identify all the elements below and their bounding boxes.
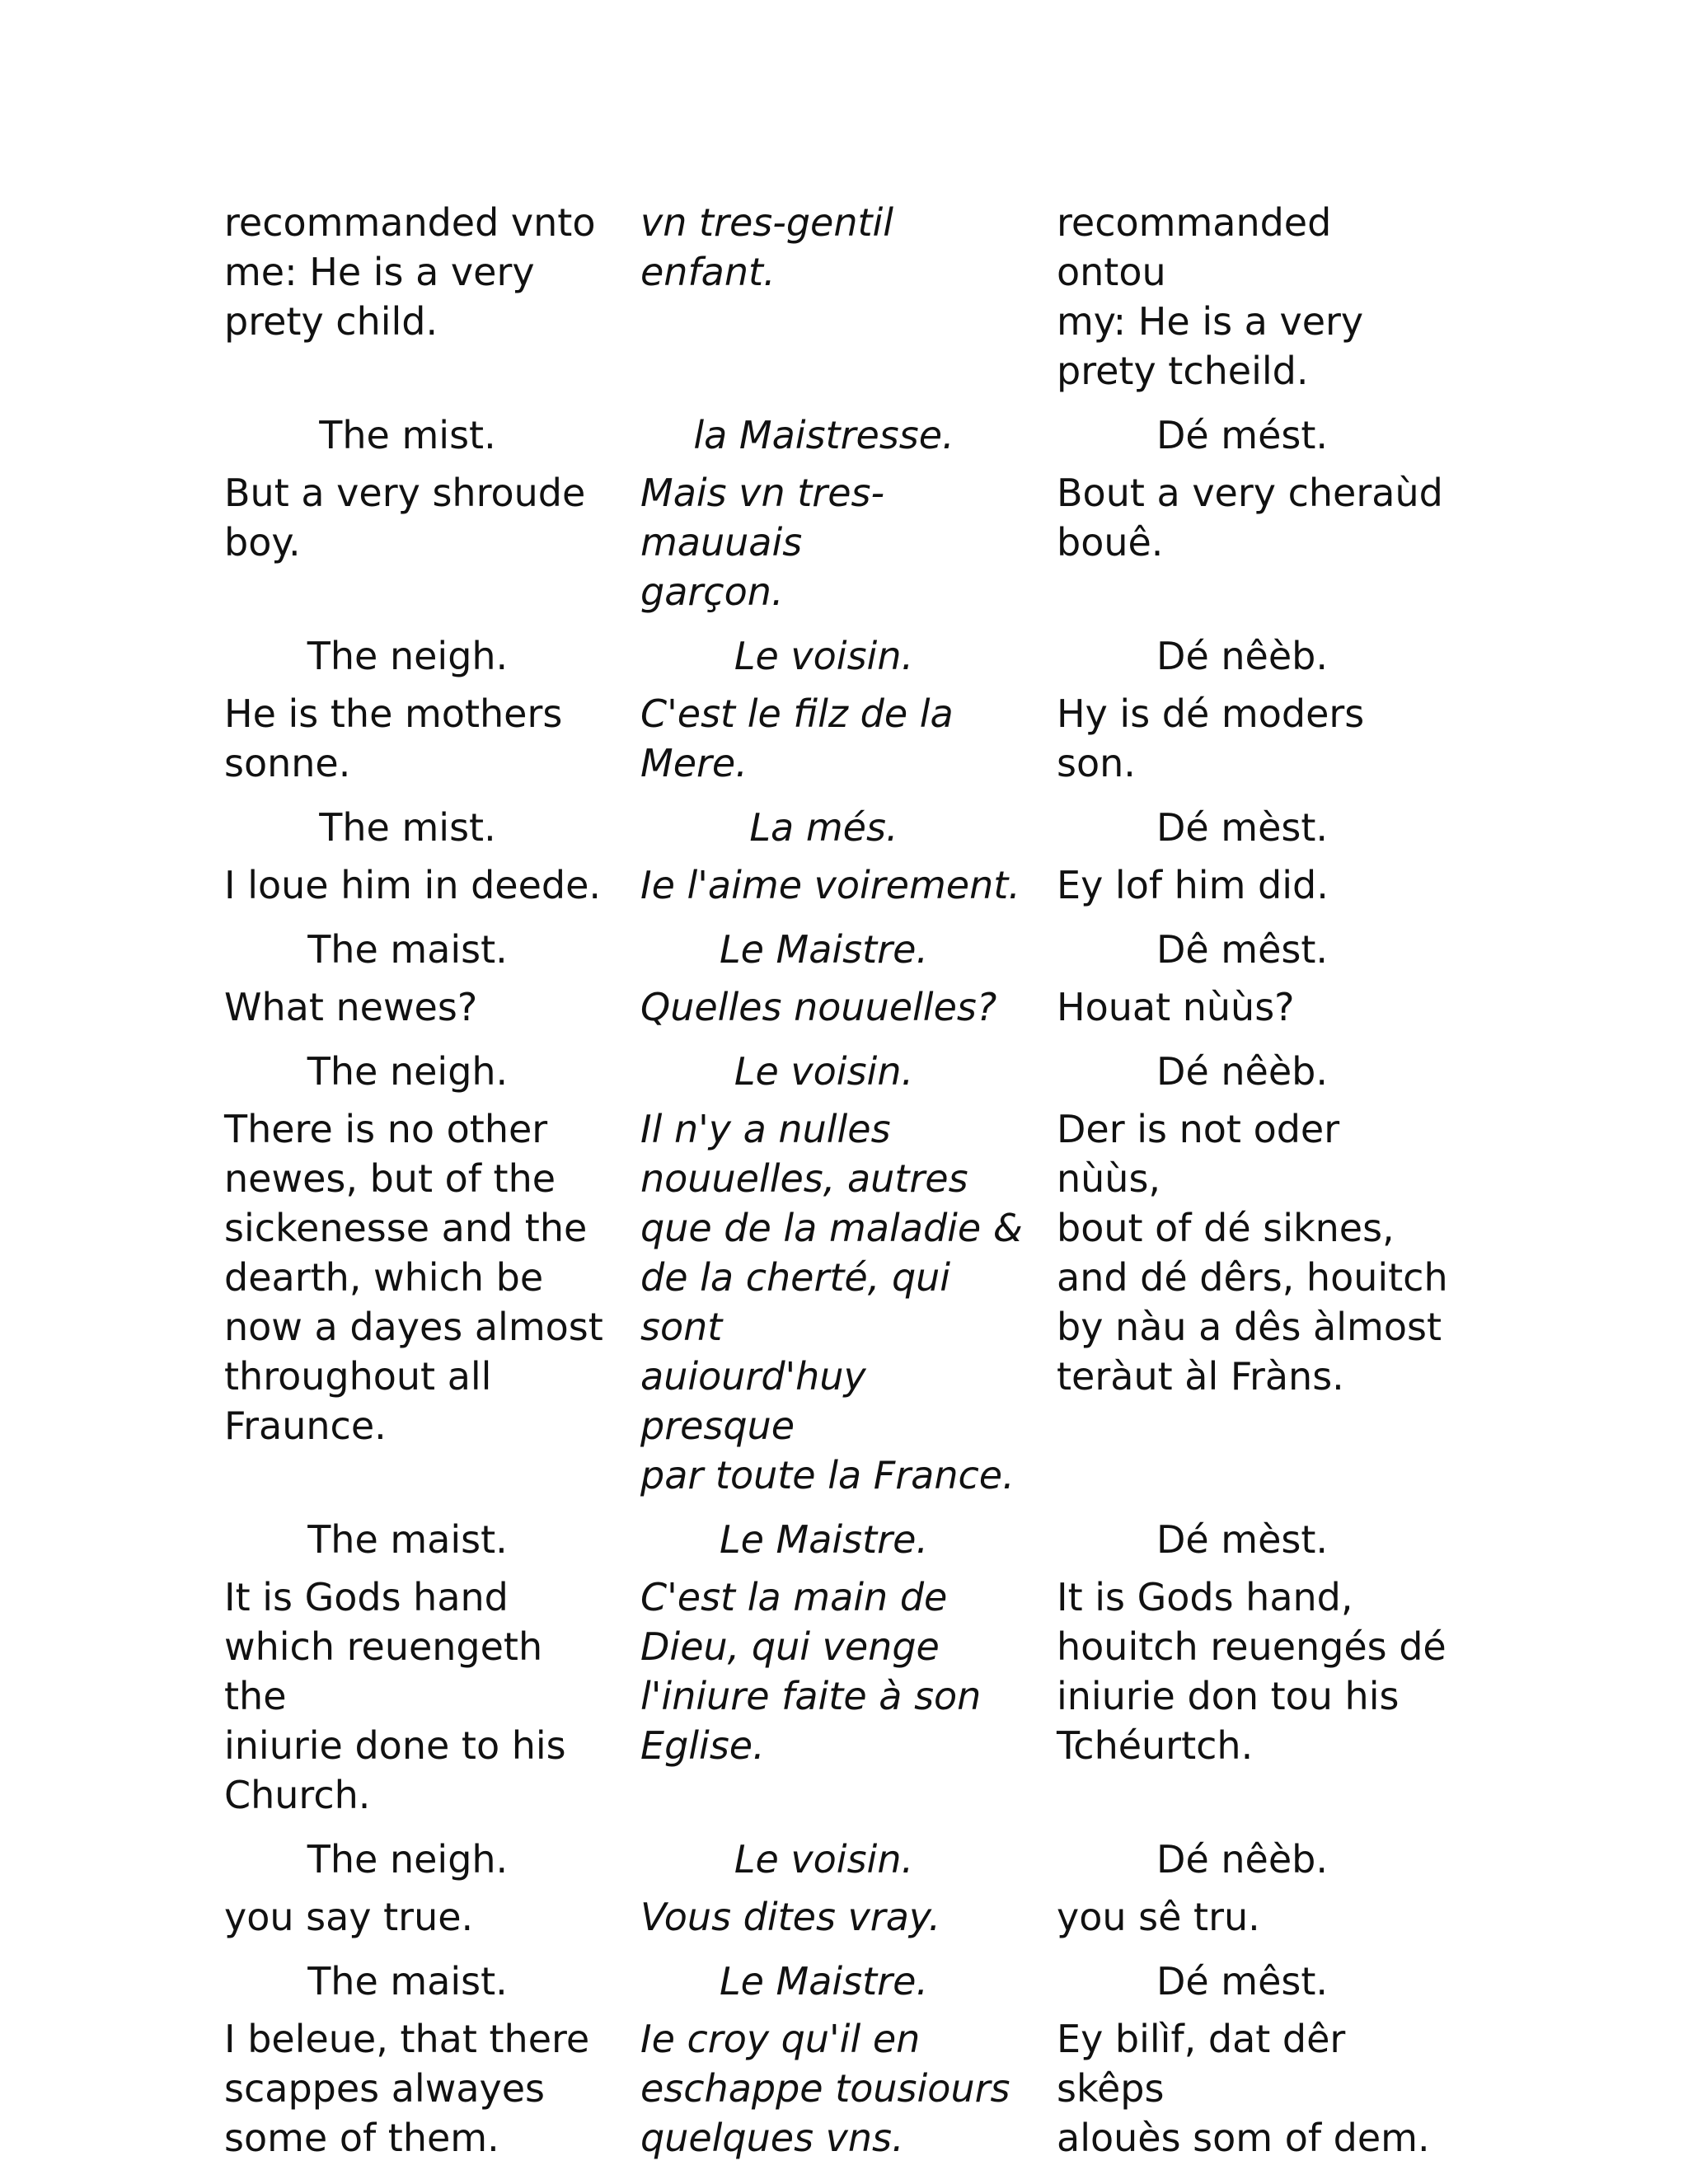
french-speaker: La més. — [749, 805, 898, 850]
speaker-row — [224, 925, 1477, 974]
phonetic-text: Hy is dé moders son. — [1057, 691, 1365, 785]
phonetic-speaker: Dé mèst. — [1156, 805, 1329, 850]
french-text: vn tres-gentil enfant. — [640, 200, 894, 294]
english-text: He is the mothers sonne. — [224, 691, 563, 785]
phonetic-text: Der is not oder nùùs, bout of dé siknes, and dé dêrs, houitch by nàu a dês àlmost teràut àl Fràns. — [1057, 1107, 1448, 1399]
phonetic-speaker: Dé nêèb. — [1156, 634, 1328, 678]
phonetic-speaker: Dé mêst. — [1156, 1959, 1329, 2004]
french-text: Mais vn tres-mauuais garçon. — [640, 471, 885, 614]
dialogue-row — [224, 2014, 1477, 2163]
french-speaker: Le voisin. — [734, 634, 914, 678]
french-text: Vous dites vray. — [640, 1895, 941, 1939]
dialogue-row — [224, 1104, 1477, 1500]
phonetic-speaker: Dé mést. — [1156, 413, 1329, 457]
french-speaker: la Maistresse. — [693, 413, 954, 457]
english-speaker: The neigh. — [307, 1837, 509, 1882]
french-text: Ie croy qu'il en eschappe tousiours quelques vns. — [640, 2017, 1010, 2160]
phonetic-text: Ey lof him did. — [1057, 863, 1329, 907]
speaker-row — [224, 410, 1477, 460]
phonetic-text: Houat nùùs? — [1057, 985, 1295, 1029]
phonetic-text: you sê tru. — [1057, 1895, 1260, 1939]
speaker-row — [224, 631, 1477, 681]
english-speaker: The maist. — [307, 1517, 508, 1562]
dialogue-row — [224, 1572, 1477, 1820]
english-speaker: The mist. — [319, 805, 496, 850]
phonetic-text: recommanded ontou my: He is a very prety tcheild. — [1057, 200, 1364, 393]
dialogue-row — [224, 198, 1477, 396]
phonetic-speaker: Dé mèst. — [1156, 1517, 1329, 1562]
french-text: Ie l'aime voirement. — [640, 863, 1020, 907]
english-text: What newes? — [224, 985, 478, 1029]
english-text: There is no other newes, but of the sickenesse and the dearth, which be now a dayes almost throughout all Fraunce. — [224, 1107, 603, 1448]
english-text: It is Gods hand which reuengeth the iniurie done to his Church. — [224, 1575, 566, 1817]
english-speaker: The mist. — [319, 413, 496, 457]
french-text: Il n'y a nulles nouuelles, autres que de la maladie & de la cherté, qui sont auiourd'huy presque par toute la France. — [640, 1107, 1023, 1497]
french-speaker: Le Maistre. — [719, 1517, 929, 1562]
speaker-row — [224, 1835, 1477, 1884]
french-speaker: Le voisin. — [734, 1837, 914, 1882]
english-text: I beleue, that there scappes alwayes some of them. — [224, 2017, 590, 2160]
english-text: you say true. — [224, 1895, 474, 1939]
french-text: C'est la main de Dieu, qui venge l'iniure faite à son Eglise. — [640, 1575, 982, 1768]
phonetic-text: Bout a very cheraùd bouê. — [1057, 471, 1443, 565]
dialogue-row — [224, 860, 1477, 910]
english-speaker: The maist. — [307, 1959, 508, 2004]
french-speaker: Le voisin. — [734, 1049, 914, 1094]
french-speaker: Le Maistre. — [719, 1959, 929, 2004]
french-text: C'est le filz de la Mere. — [640, 691, 954, 785]
dialogue-row — [224, 468, 1477, 616]
speaker-row — [224, 803, 1477, 852]
speaker-row — [224, 1047, 1477, 1096]
english-speaker: The neigh. — [307, 634, 509, 678]
english-text: But a very shroude boy. — [224, 471, 586, 565]
phonetic-speaker: Dê mêst. — [1156, 927, 1329, 972]
phonetic-text: It is Gods hand, houitch reuengés dé iniurie don tou his Tchéurtch. — [1057, 1575, 1447, 1768]
english-text: I loue him in deede. — [224, 863, 602, 907]
dialogue-row — [224, 982, 1477, 1032]
phonetic-speaker: Dé nêèb. — [1156, 1837, 1328, 1882]
dialogue-row — [224, 689, 1477, 788]
dialogue-row — [224, 1892, 1477, 1942]
french-speaker: Le Maistre. — [719, 927, 929, 972]
speaker-row — [224, 1957, 1477, 2006]
speaker-row — [224, 1515, 1477, 1564]
english-speaker: The neigh. — [307, 1049, 509, 1094]
dialogue-table — [224, 198, 1477, 2177]
phonetic-speaker: Dé nêèb. — [1156, 1049, 1328, 1094]
french-text: Quelles nouuelles? — [640, 985, 997, 1029]
english-speaker: The maist. — [307, 927, 508, 972]
english-text: recommanded vnto me: He is a very prety child. — [224, 200, 596, 344]
phonetic-text: Ey bilìf, dat dêr skêps alouès som of dem. — [1057, 2017, 1430, 2160]
